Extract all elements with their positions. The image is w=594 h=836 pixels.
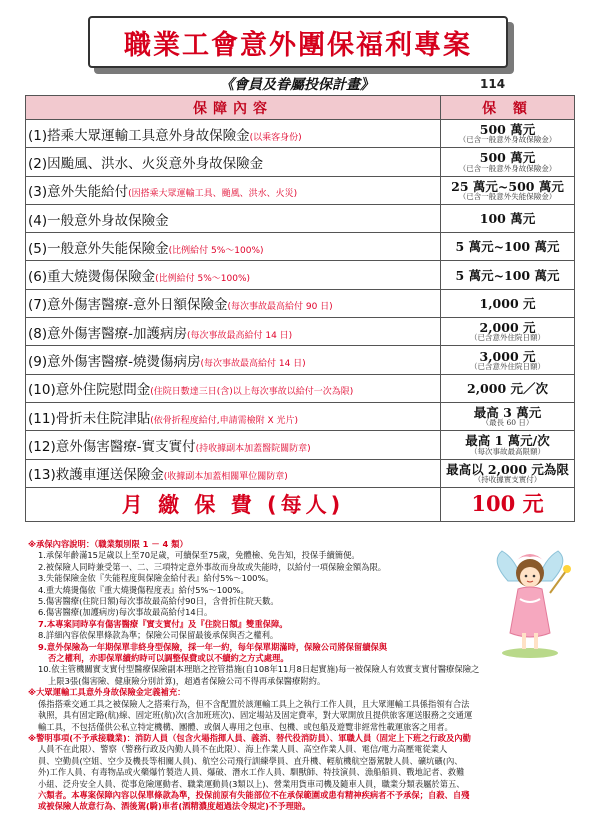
coverage-amount-cell (441, 402, 575, 430)
coverage-item: (10)意外住院慰問金 (28, 382, 151, 399)
coverage-amount: 2,000 元／次 (467, 380, 548, 396)
coverage-amount-cell (441, 374, 575, 402)
coverage-amount: 2,000 元 (479, 320, 536, 336)
coverage-amount-note: （持收據實支實付） (473, 474, 542, 484)
col-header-amount: 保 額 (441, 96, 575, 120)
coverage-item: (1)搭乘大眾運輸工具意外身故保險金 (28, 127, 250, 144)
coverage-amount-cell (441, 176, 575, 204)
coverage-amount-cell (441, 346, 575, 374)
coverage-note: (持收據副本加蓋醫院關防章) (195, 443, 311, 454)
notes-line: ※大眾運輸工具意外身故保險金定義補充： (28, 687, 186, 698)
coverage-amount: 100 萬元 (479, 210, 536, 226)
coverage-row (26, 233, 575, 261)
coverage-row (26, 402, 575, 430)
coverage-item: (12)意外傷害醫療-實支實付 (28, 438, 196, 455)
page-title: 職業工會意外團保福利專案 (88, 16, 508, 68)
notes-line: 否之權利，亦即保單續約時可以調整保費或以不續約之方式處理。 (48, 653, 289, 664)
coverage-note: (每次事故最高給付 14 日) (200, 359, 306, 370)
coverage-item-cell (26, 459, 441, 487)
coverage-row (26, 204, 575, 232)
coverage-item-cell (26, 261, 441, 289)
coverage-amount-note: （已含意外住院日額） (470, 361, 545, 371)
coverage-row (26, 431, 575, 459)
notes-line: 6.傷害醫療(加護病房)每次事故最高給付14日。 (38, 607, 213, 618)
coverage-amount: 最高 3 萬元 (473, 405, 542, 421)
coverage-amount: 最高以 2,000 元為限 (446, 461, 569, 477)
coverage-note: (比例給付 5%～100%) (168, 245, 264, 256)
coverage-item: (3)意外失能給付 (28, 184, 129, 201)
coverage-amount: 500 萬元 (479, 150, 536, 166)
coverage-amount-cell (441, 318, 575, 346)
coverage-item: (8)意外傷害醫療-加護病房 (28, 325, 187, 342)
coverage-amount-cell (441, 289, 575, 317)
coverage-note: (依骨折程度給付,申請需檢附 X 光片) (150, 415, 298, 426)
coverage-item-cell (26, 233, 441, 261)
coverage-item: (13)救護車運送保險金 (28, 467, 164, 484)
coverage-row (26, 261, 575, 289)
coverage-amount-cell (441, 233, 575, 261)
coverage-item: (9)意外傷害醫療-燒燙傷病房 (28, 354, 201, 371)
notes-section (28, 539, 578, 813)
coverage-item-cell (26, 374, 441, 402)
coverage-item-cell (26, 176, 441, 204)
coverage-item-cell (26, 289, 441, 317)
coverage-row (26, 374, 575, 402)
coverage-amount-note: （最長 60 日） (481, 418, 534, 428)
coverage-item: (6)重大燒燙傷保險金 (28, 269, 156, 286)
coverage-item-cell (26, 402, 441, 430)
coverage-item-cell (26, 148, 441, 176)
coverage-item: (11)骨折未住院津貼 (28, 410, 151, 427)
premium-label: 月 繳 保 費 (每人) (26, 487, 441, 521)
coverage-amount-cell (441, 261, 575, 289)
coverage-amount: 500 萬元 (479, 122, 536, 138)
notes-line: ※警明事項(不予承接職業)：消防人員（包含火場指揮人員、義消、替代役消防員）、軍職人員（固定上下班之行政及內勤 (28, 732, 471, 743)
coverage-item-cell (26, 120, 441, 148)
coverage-amount-cell (441, 148, 575, 176)
coverage-note: (住院日數達三日(含)以上每次事故以給付一次為限) (150, 387, 354, 398)
plan-year: 114 (480, 77, 506, 91)
coverage-item: (4)一般意外身故保險金 (28, 212, 169, 229)
coverage-amount: 最高 1 萬元/次 (465, 433, 550, 449)
coverage-row (26, 120, 575, 148)
notes-line: 或被保險人故意行為、酒後駕(騎)車者(酒精濃度超過法令規定)不予理賠。 (38, 801, 311, 812)
coverage-item-cell (26, 204, 441, 232)
coverage-amount-cell (441, 204, 575, 232)
coverage-amount: 1,000 元 (479, 295, 536, 311)
col-header-item: 保障內容 (26, 96, 441, 120)
coverage-amount: 3,000 元 (479, 348, 536, 364)
coverage-item: (5)一般意外失能保險金 (28, 240, 169, 257)
coverage-amount-note: （已含意外住院日額） (470, 333, 545, 343)
notes-line: 7.本專案同時享有傷害醫療『實支實付』及『住院日額』雙重保障。 (38, 618, 288, 629)
notes-line: 2.被保險人同時兼受第一、二、三項特定意外事故而身故或失能時，以給付一項保險金額為限。 (38, 561, 387, 572)
notes-line: 執照，具有固定路(航)線、固定班(航)次(含加班班次)、固定場站及固定費率，對大眾開放且提供旅客運送服務之交通運 (38, 710, 473, 721)
notes-line: 員、空勤員(空姐、空少及機長等相關人員)、航空公司飛行訓練學員、直升機、輕航機航空器駕駛人員、礦坑礦(內、 (38, 755, 463, 766)
notes-line: 上限3張(傷害險、健康險分別計算)，超過者保險公司不得再承保醫療附約。 (48, 675, 326, 686)
notes-line: 4.重大燒燙傷依『重大燒燙傷程度表』給付5%～100%。 (38, 584, 249, 595)
coverage-row (26, 318, 575, 346)
coverage-note: (每次事故最高給付 14 日) (187, 330, 293, 341)
premium-amount: 100 元 (471, 491, 544, 517)
notes-line: 小組、泛舟安全人員、從事危險運動者、職業運動員(3類以上)、營業用貨車司機及隨車人員，職業分類表屬於第五、 (38, 778, 465, 789)
coverage-amount-cell (441, 431, 575, 459)
coverage-item-cell (26, 431, 441, 459)
coverage-item-cell (26, 318, 441, 346)
coverage-amount-note: （每次事故最高限額） (470, 446, 545, 456)
coverage-item: (7)意外傷害醫療-意外日額保險金 (28, 297, 228, 314)
notes-line: 10.依主管機關實支實付型醫療保險副本理賠之控管措施(自108年11月8日起實施)每一被保險人有效實支實付醫療保險之 (38, 664, 480, 675)
notes-line: 9.意外保險為一年期保單非終身型保險，採一年一約，每年保單期滿時，保險公司將保留續保與 (38, 641, 388, 652)
notes-line: 3.失能保險金依『失能程度與保險金給付表』給付5%～100%。 (38, 573, 274, 584)
coverage-amount-cell (441, 120, 575, 148)
coverage-note: (以乘客身份) (249, 132, 302, 143)
table-header-row (26, 96, 575, 120)
coverage-amount-note: （已含一般意外身故保險金） (458, 135, 557, 145)
coverage-amount-note: （已含一般意外身故保險金） (458, 163, 557, 173)
notes-line: 人員不在此限）、警察（警務行政及內勤人員不在此限）、海上作業人員、高空作業人員、電信/電力高壓電從業人 (38, 744, 448, 755)
coverage-note: (每次事故最高給付 90 日) (227, 302, 333, 313)
coverage-row (26, 289, 575, 317)
coverage-note: (比例給付 5%～100%) (155, 274, 251, 285)
coverage-amount: 25 萬元~500 萬元 (451, 178, 564, 194)
notes-line: 外)工作人員、有毒物品或火藥爆竹製造人員、爆破、潛水工作人員、馴獸師、特技演員、漁船船員、戰地記者、救難 (38, 767, 465, 778)
coverage-row (26, 148, 575, 176)
premium-row (26, 487, 575, 521)
notes-line: 1.承保年齡滿15足歲以上至70足歲，可續保至75歲，免體檢、免告知，投保手續簡便。 (38, 550, 360, 561)
notes-line: 係指搭乘交通工具之被保險人之搭乘行為，但不含配置於該運輸工具上之執行工作人員，且大眾運輸工具係指領有合法 (38, 698, 470, 709)
premium-amount-cell (441, 487, 575, 521)
coverage-note: (因搭乘大眾運輸工具、颱風、洪水、火災) (128, 189, 298, 200)
coverage-row (26, 459, 575, 487)
coverage-item-cell (26, 346, 441, 374)
coverage-amount: 5 萬元~100 萬元 (455, 267, 560, 283)
coverage-table (25, 95, 575, 522)
plan-subtitle: 《會員及眷屬投保計畫》 (220, 77, 374, 93)
notes-line: 8.詳細內容依保單條款為準；保險公司保留最後承保與否之權利。 (38, 630, 279, 641)
notes-line: 5.傷害醫療(住院日額)每次事故最高給付90日，含骨折住院天數。 (38, 596, 279, 607)
coverage-amount-cell (441, 459, 575, 487)
coverage-amount-note: （已含一般意外失能保險金） (458, 191, 557, 201)
notes-line: ※承保內容說明：（職業類別限 1 － 4 類） (28, 539, 188, 549)
coverage-item: (2)因颱風、洪水、火災意外身故保險金 (28, 155, 264, 172)
coverage-row (26, 346, 575, 374)
notes-line: 六類者。本專案保障內容以保單條款為準，投保前原有失能部位不在承保範圍或患有精神疾病者不予承保；自殺、自殘 (38, 789, 470, 800)
notes-line: 輸工具，不包括僅供公私立特定機構、團體、或個人專用之包車、包機、或包船及遊覽非經常性載運旅客之用者。 (38, 721, 453, 732)
coverage-row (26, 176, 575, 204)
coverage-amount: 5 萬元~100 萬元 (455, 239, 560, 255)
coverage-note: (收據副本加蓋相關單位關防章) (163, 472, 288, 483)
